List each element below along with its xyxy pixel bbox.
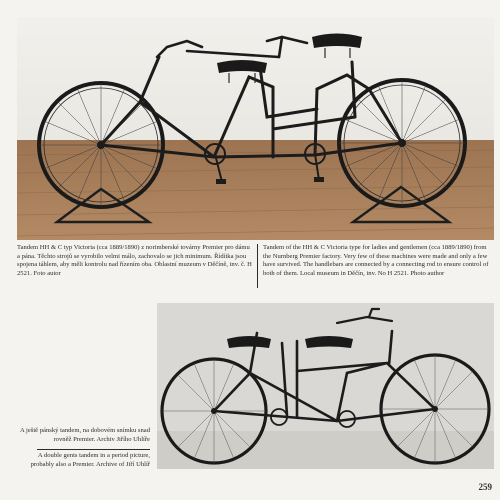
caption-divider-vertical [257,244,258,288]
caption-bottom-english: A double gents tandem in a period picture, probably also a Premier. Archive of Jiří Uhlíř [30,452,150,468]
tandem-victoria-image [17,17,494,240]
caption-top-czech: Tandem HH & C typ Victoria (cca 1889/1890) z norimberské továrny Premier pro dámu a pána. Těchto strojů se vyrobilo velmi málo, zachovalo se jich minimum. Řídítka jsou spojena táhlem, aby měli kontrolu nad řízením oba. Oblastní muzeum v Děčíně, inv. č. H 2521. Foto autor [17,244,252,277]
caption-bottom-czech: A ještě pánský tandem, na dobovém snímku snad rovněž Premier. Archiv Jiřího Uhlíře [19,427,150,443]
page-number: 259 [478,482,492,492]
photo-period-tandem [157,303,494,469]
period-tandem-image [157,303,494,469]
caption-top-english: Tandem of the HH & C Victoria type for ladies and gentlemen (cca 1889/1890) from the Nurnberg Premier factory. Very few of these machines were made and only a few have survived. The handlebars are connected by a connecting rod to ensure control of both of them. Local museum in Děčín, inv. No H 2521. Photo author [263,244,489,277]
photo-tandem-victoria [17,17,494,240]
caption-divider-horizontal [37,449,150,450]
